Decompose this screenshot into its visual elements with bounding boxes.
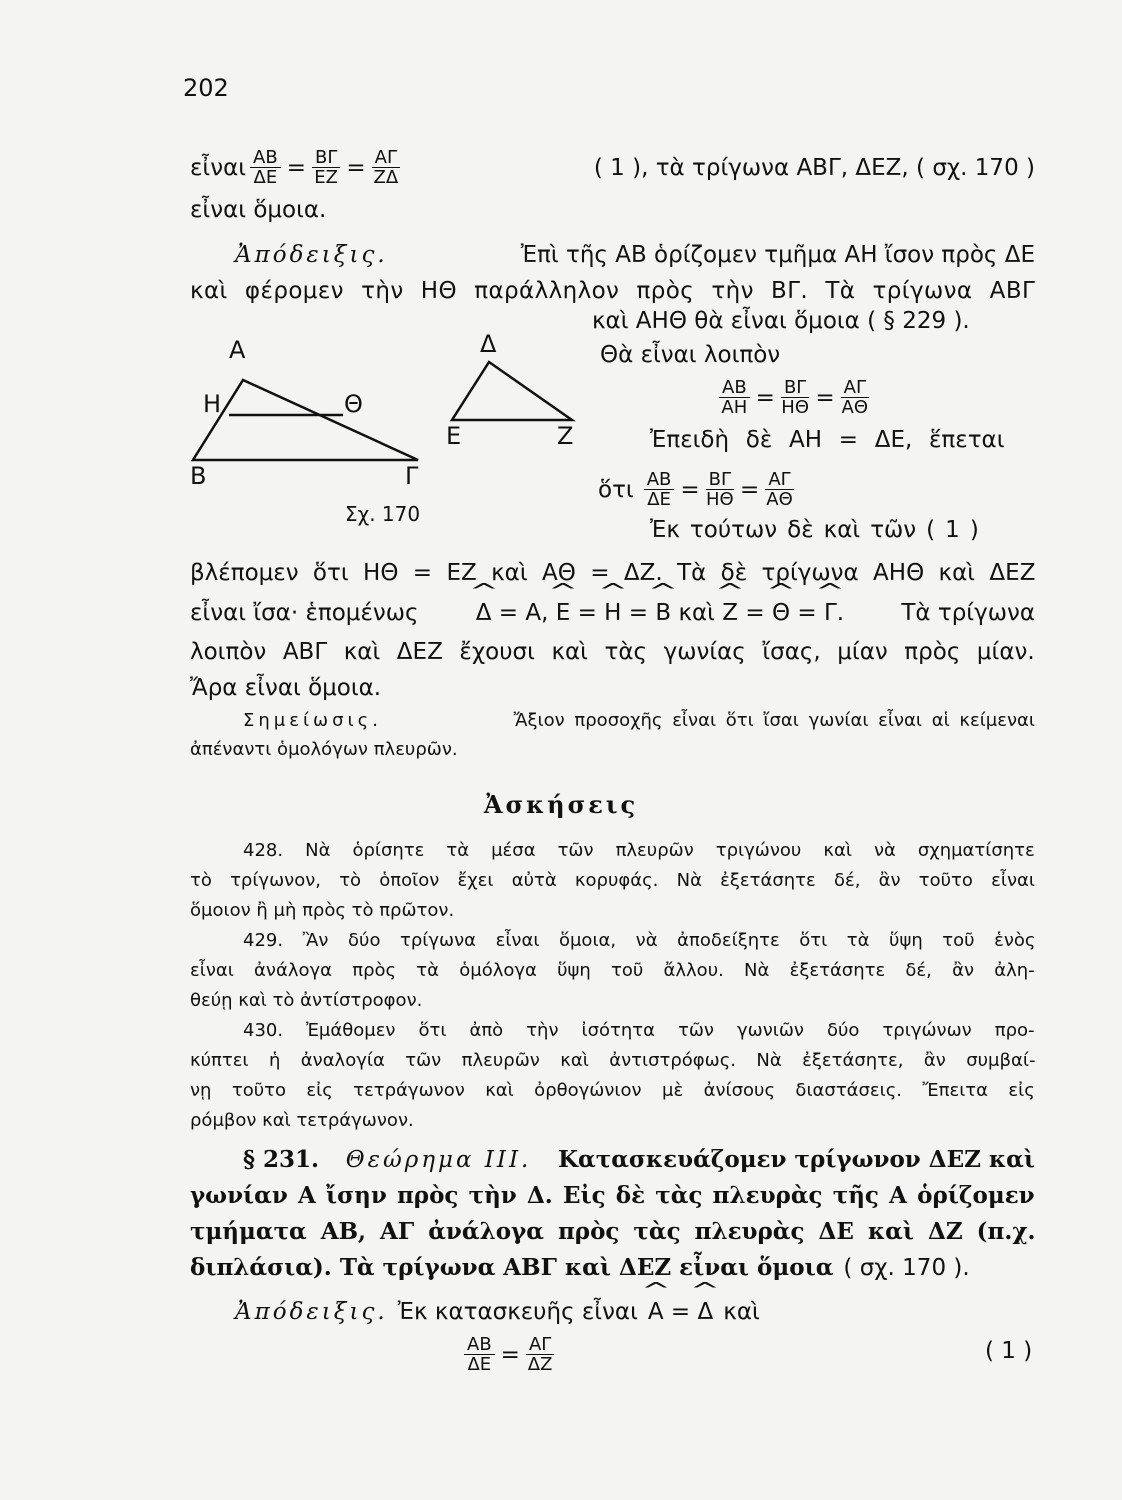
fraction: $\frac{A\Gamma}{Z\Delta}$	[373, 147, 399, 188]
text: εἶναι	[190, 154, 247, 181]
text: Ἐπὶ τῆς ΑΒ ὁρίζομεν τμῆμα ΑΗ ἴσον πρὸς ΔΕ	[520, 242, 1035, 268]
proof-line-10: λοιπὸν ΑΒΓ καὶ ΔΕΖ ἔχουσι καὶ τὰς γωνίας ἴσας, μίαν πρὸς μίαν.	[190, 639, 1035, 665]
text: τὸ τρίγωνον, τὸ ὁποῖον ἔχει αὐτὰ κορυφάς. Νὰ ἐξετάσητε δέ, ἂν τοῦτο εἶναι	[190, 870, 1035, 891]
text: 428. Νὰ ὁρίσητε τὰ μέσα τῶν πλευρῶν τριγώνου καὶ νὰ σχηματίσητε	[243, 840, 1035, 861]
text: 429. Ἂν δύο τρίγωνα εἶναι ὅμοια, νὰ ἀποδείξητε ὅτι τὰ ὕψη τοῦ ἑνὸς	[243, 930, 1036, 951]
proof-line-8: βλέπομεν ὅτι ΗΘ = ΕΖ καὶ ΑΘ = ΔΖ. Τὰ δὲ τρίγωνα ΑΗΘ καὶ ΔΕΖ	[190, 560, 1036, 586]
note-line-1: Σημείωσις. Ἄξιον προσοχῆς εἶναι ὅτι ἴσαι γωνίαι εἶναι αἱ κείμεναι	[243, 710, 1035, 731]
proof-line-9: εἶναι ἴσα· ἑπομένως ^ Δ = Α, ^ Ε = ^ Η = ^ Β καὶ ^ Ζ = ^ Θ = ^ Γ. Τὰ τρίγωνα	[190, 598, 1035, 628]
label-B: Β	[190, 462, 207, 490]
text: 430. Ἐμάθομεν ὅτι ἀπὸ τὴν ἰσότητα τῶν γωνιῶν δύο τριγώνων προ-	[243, 1020, 1035, 1041]
label-E: Ε	[446, 422, 462, 450]
theorem-line-3: τμήματα ΑΒ, ΑΓ ἀνάλογα πρὸς τὰς πλευρὰς ΔΕ καὶ ΔΖ (π.χ.	[190, 1218, 1036, 1245]
figure-caption: Σχ. 170	[345, 502, 421, 526]
label-Gamma: Γ	[405, 462, 419, 490]
exercises-heading: Ἀσκήσεις	[483, 790, 639, 819]
text: ὅμοιον ἢ μὴ πρὸς τὸ πρῶτον.	[190, 900, 455, 921]
proof-line-11: Ἄρα εἶναι ὅμοια.	[190, 675, 382, 701]
label-Z: Ζ	[557, 422, 574, 450]
note-line-2: ἀπέναντι ὁμολόγων πλευρῶν.	[190, 739, 458, 760]
text: ρόμβον καὶ τετράγωνον.	[190, 1110, 414, 1131]
fraction: $\frac{AB}{\Delta E}$	[250, 148, 281, 187]
text: εἶναι ἀνάλογα πρὸς τὰ ὁμόλογα ὕψη τοῦ ἄλλου. Νὰ ἐξετάσητε δέ, ἂν ἀλη-	[190, 960, 1035, 981]
label-Theta: Θ	[344, 390, 363, 418]
text: κύπτει ἡ ἀναλογία τῶν πλευρῶν καὶ ἀντιστρόφως. Νὰ ἐξετάσητε, ἂν συμβαί-	[190, 1050, 1036, 1071]
proof-label: Ἀπόδειξις.	[235, 242, 388, 268]
intro-line-2: εἶναι ὅμοια.	[190, 197, 327, 223]
text: θεύῃ καὶ τὸ ἀντίστροφον.	[190, 990, 423, 1011]
label-H: Η	[203, 390, 222, 418]
triangle-dez	[452, 362, 572, 420]
text: νῃ τοῦτο εἰς τετράγωνον καὶ ὀρθογώνιον μὲ ἀνίσους διαστάσεις. Ἔπειτα εἰς	[190, 1080, 1035, 1101]
equation-number: ( 1 )	[985, 1338, 1033, 1364]
proof2-line-1: Ἀπόδειξις. Ἐκ κατασκευῆς εἶναι ^ Α = ^ Δ καὶ	[235, 1297, 1035, 1327]
proportion-1: $\frac{AB}{AH}$ = $\frac{B\Gamma}{H\Theta}$ = $\frac{A\Gamma}{A\Theta}$	[715, 378, 1035, 417]
theorem-line-1: § 231. Θεώρημα III. Κατασκευάζομεν τρίγωνον ΔΕΖ καὶ	[243, 1146, 1035, 1173]
page-number: 202	[183, 74, 229, 102]
proof-line-4: Θὰ εἶναι λοιπὸν	[600, 342, 781, 368]
proof-line-5: Ἐπειδὴ δὲ ΑΗ = ΔΕ, ἕπεται	[650, 427, 1005, 453]
label-Delta: Δ	[480, 330, 497, 358]
triangle-abg	[193, 380, 418, 460]
proof-line-3: καὶ ΑΗΘ θὰ εἶναι ὅμοια ( § 229 ).	[592, 308, 970, 334]
intro-line-1: εἶναι $\frac{AB}{\Delta E}$ = $\frac{B\Gamma}{EZ}$ = $\frac{A\Gamma}{Z\Delta}$ ( 1 ), τὰ τρίγωνα ΑΒΓ, ΔΕΖ, ( σχ. 170 )	[190, 147, 1035, 188]
fraction: $\frac{B\Gamma}{EZ}$	[312, 148, 340, 187]
proportion-3: $\frac{AB}{\Delta E}$ = $\frac{A\Gamma}{\Delta Z}$	[460, 1335, 660, 1374]
theorem-line-2: γωνίαν Α ἴσην πρὸς τὴν Δ. Εἰς δὲ τὰς πλευρὰς τῆς Α ὁρίζομεν	[190, 1182, 1035, 1209]
text: ( 1 ), τὰ τρίγωνα ΑΒΓ, ΔΕΖ, ( σχ. 170 )	[593, 154, 1035, 181]
label-A: Α	[229, 336, 246, 364]
proportion-2: ὅτι $\frac{AB}{\Delta E}$ = $\frac{B\Gamma}{H\Theta}$ = $\frac{A\Gamma}{A\Theta}$	[598, 469, 793, 510]
proof-line-7: Ἐκ τούτων δὲ καὶ τῶν ( 1 )	[650, 517, 979, 543]
proof-line-2: καὶ φέρομεν τὴν ΗΘ παράλληλον πρὸς τὴν ΒΓ. Τὰ τρίγωνα ΑΒΓ	[190, 278, 1036, 304]
theorem-line-4: διπλάσια). Τὰ τρίγωνα ΑΒΓ καὶ ΔΕΖ εἶναι ὅμοια ( σχ. 170 ).	[190, 1254, 970, 1281]
